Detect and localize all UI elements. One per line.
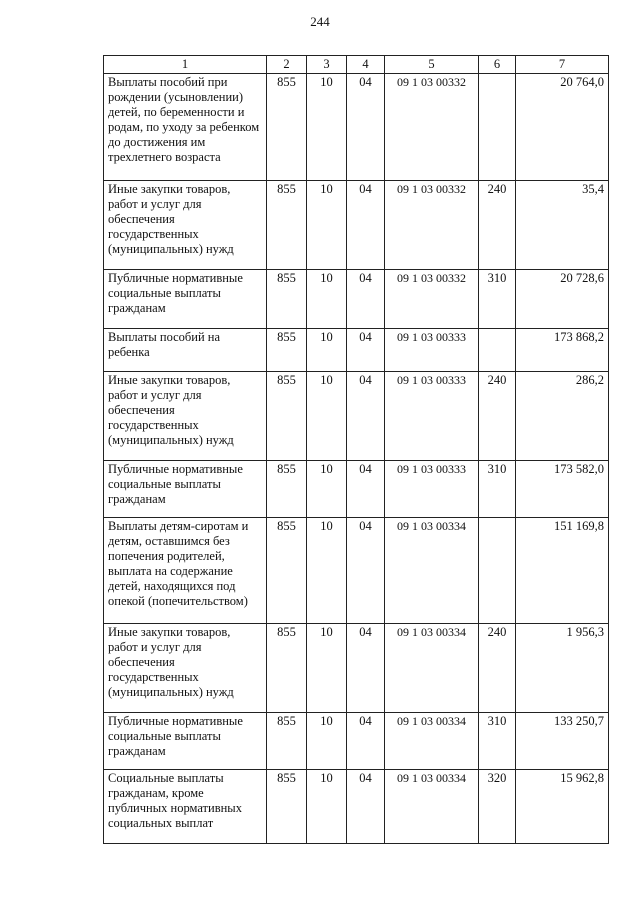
row-target: 09 1 03 00332 (385, 181, 479, 270)
row-amount: 286,2 (516, 372, 609, 461)
column-header: 3 (307, 56, 347, 74)
row-subsection: 04 (347, 181, 385, 270)
row-section: 10 (307, 770, 347, 844)
row-type (479, 329, 516, 372)
row-type: 240 (479, 372, 516, 461)
row-section: 10 (307, 181, 347, 270)
row-code: 855 (267, 181, 307, 270)
row-subsection: 04 (347, 329, 385, 372)
row-amount: 173 868,2 (516, 329, 609, 372)
row-name: Иные закупки товаров, работ и услуг для обеспечения государственных (муниципальных) нужд (104, 372, 267, 461)
row-section: 10 (307, 713, 347, 770)
table-row (104, 624, 609, 713)
row-target: 09 1 03 00334 (385, 770, 479, 844)
budget-table (103, 55, 609, 844)
table-row (104, 181, 609, 270)
row-target: 09 1 03 00333 (385, 461, 479, 518)
row-target: 09 1 03 00334 (385, 713, 479, 770)
row-amount: 35,4 (516, 181, 609, 270)
row-amount: 133 250,7 (516, 713, 609, 770)
row-amount: 173 582,0 (516, 461, 609, 518)
table-row (104, 372, 609, 461)
row-section: 10 (307, 74, 347, 181)
row-subsection: 04 (347, 770, 385, 844)
row-target: 09 1 03 00334 (385, 624, 479, 713)
row-section: 10 (307, 624, 347, 713)
row-section: 10 (307, 518, 347, 624)
table-row (104, 770, 609, 844)
row-type (479, 74, 516, 181)
column-header: 7 (516, 56, 609, 74)
column-header: 5 (385, 56, 479, 74)
row-name: Выплаты пособий на ребенка (104, 329, 267, 372)
row-amount: 151 169,8 (516, 518, 609, 624)
row-subsection: 04 (347, 74, 385, 181)
row-subsection: 04 (347, 518, 385, 624)
row-target: 09 1 03 00334 (385, 518, 479, 624)
table-header-row (104, 56, 609, 74)
row-name: Иные закупки товаров, работ и услуг для обеспечения государственных (муниципальных) нужд (104, 624, 267, 713)
table-row (104, 74, 609, 181)
row-code: 855 (267, 518, 307, 624)
row-subsection: 04 (347, 461, 385, 518)
row-type: 320 (479, 770, 516, 844)
row-name: Социальные выплаты гражданам, кроме публичных нормативных социальных выплат (104, 770, 267, 844)
row-target: 09 1 03 00333 (385, 329, 479, 372)
row-section: 10 (307, 461, 347, 518)
row-section: 10 (307, 329, 347, 372)
row-amount: 20 764,0 (516, 74, 609, 181)
row-amount: 1 956,3 (516, 624, 609, 713)
row-target: 09 1 03 00332 (385, 270, 479, 329)
row-name: Публичные нормативные социальные выплаты гражданам (104, 713, 267, 770)
row-name: Иные закупки товаров, работ и услуг для обеспечения государственных (муниципальных) нужд (104, 181, 267, 270)
row-name: Публичные нормативные социальные выплаты гражданам (104, 461, 267, 518)
row-name: Публичные нормативные социальные выплаты гражданам (104, 270, 267, 329)
row-type: 310 (479, 713, 516, 770)
row-code: 855 (267, 372, 307, 461)
row-amount: 15 962,8 (516, 770, 609, 844)
row-type: 310 (479, 270, 516, 329)
row-section: 10 (307, 270, 347, 329)
column-header: 6 (479, 56, 516, 74)
row-type: 240 (479, 624, 516, 713)
row-subsection: 04 (347, 372, 385, 461)
table-row (104, 713, 609, 770)
row-name: Выплаты детям-сиротам и детям, оставшимся без попечения родителей, выплата на содержание детей, находящихся под опекой (попечительством) (104, 518, 267, 624)
row-target: 09 1 03 00332 (385, 74, 479, 181)
table-row (104, 329, 609, 372)
row-name: Выплаты пособий при рождении (усыновлении) детей, по беременности и родам, по уходу за ребенком до достижения им трехлетнего возраста (104, 74, 267, 181)
row-code: 855 (267, 270, 307, 329)
table-row (104, 518, 609, 624)
row-subsection: 04 (347, 713, 385, 770)
row-code: 855 (267, 770, 307, 844)
table-row (104, 461, 609, 518)
row-code: 855 (267, 329, 307, 372)
column-header: 2 (267, 56, 307, 74)
row-section: 10 (307, 372, 347, 461)
row-target: 09 1 03 00333 (385, 372, 479, 461)
row-code: 855 (267, 74, 307, 181)
row-amount: 20 728,6 (516, 270, 609, 329)
column-header: 4 (347, 56, 385, 74)
page-number: 244 (310, 14, 330, 29)
row-code: 855 (267, 624, 307, 713)
table-row (104, 270, 609, 329)
row-code: 855 (267, 713, 307, 770)
row-type (479, 518, 516, 624)
row-code: 855 (267, 461, 307, 518)
row-type: 240 (479, 181, 516, 270)
column-header: 1 (104, 56, 267, 74)
row-type: 310 (479, 461, 516, 518)
row-subsection: 04 (347, 270, 385, 329)
row-subsection: 04 (347, 624, 385, 713)
